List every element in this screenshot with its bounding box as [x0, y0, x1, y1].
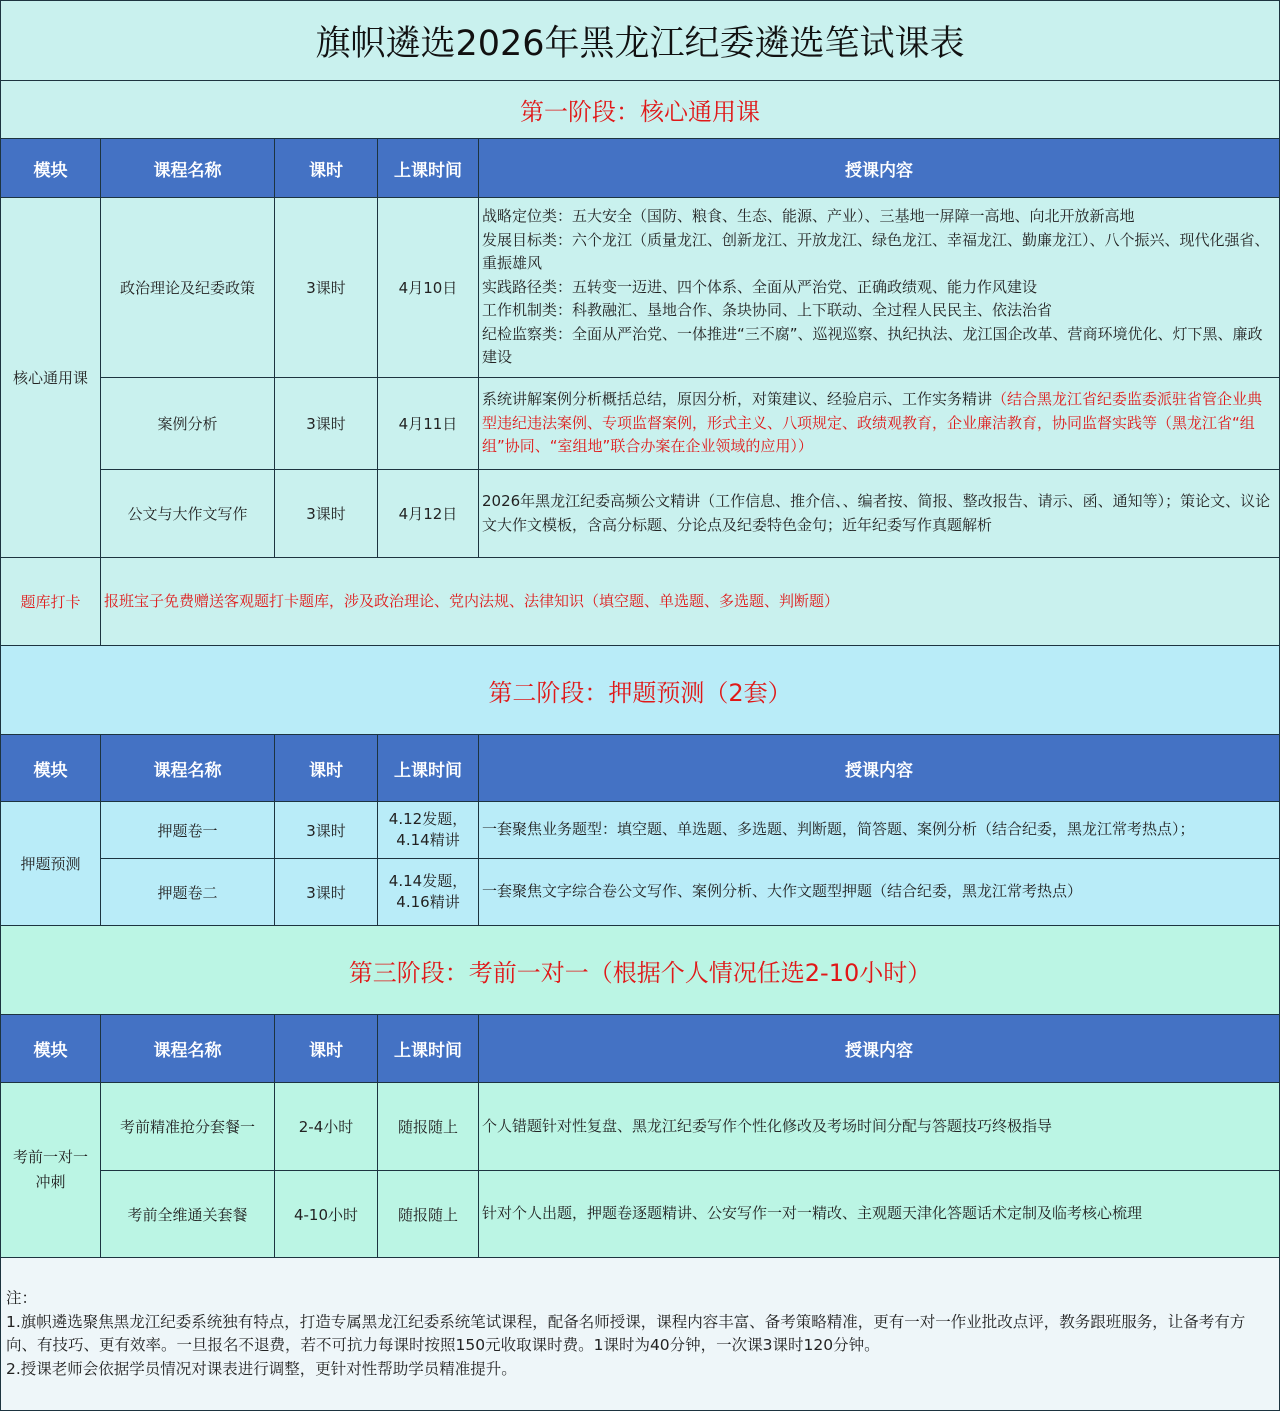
module-line: 考前一对一: [12, 1148, 88, 1166]
header-module: 模块: [0, 735, 101, 802]
course-name: 公文与大作文写作: [101, 470, 275, 558]
course-hours: 4-10小时: [275, 1171, 378, 1258]
header-hours: 课时: [275, 139, 378, 198]
content-highlight: （结合黑龙江省纪委监委派驻省管企业典型违纪违法案例、专项监督案例，形式主义、八项规定、政绩观教育，企业廉洁教育，协同监督实践等（黑龙江省“组组”协同、“室组地”联合办案在企业领域的应用））: [482, 390, 1263, 456]
course-date: [378, 859, 479, 926]
header-date: 上课时间: [378, 1015, 479, 1083]
course-content: [479, 802, 1280, 859]
content-line: 发展目标类：六个龙江（质量龙江、创新龙江、开放龙江、绿色龙江、幸福龙江、勤廉龙江）、八个振兴、现代化强省、重振雄风: [482, 230, 1270, 273]
note-item: 2.授课老师会依据学员情况对课表进行调整，更针对性帮助学员精准提升。: [6, 1359, 517, 1378]
course-name: 考前全维通关套餐: [101, 1171, 275, 1258]
course-hours: 2-4小时: [275, 1083, 378, 1171]
tiku-content: [101, 558, 1280, 646]
course-hours: 3课时: [275, 802, 378, 859]
notes-heading: 注：: [6, 1289, 38, 1307]
content-line: 纪检监察类：全面从严治党、一体推进“三不腐”、巡视巡察、执纪执法、龙江国企改革、营商环境优化、灯下黑、廉政建设: [482, 324, 1263, 367]
page-title: [0, 0, 1280, 81]
course-date: 随报随上: [378, 1083, 479, 1171]
header-course: 课程名称: [101, 1015, 275, 1083]
header-hours: 课时: [275, 1015, 378, 1083]
content-plain: 系统讲解案例分析概括总结，原因分析，对策建议、经验启示、工作实务精讲: [482, 390, 993, 409]
stage1-heading-text: 第一阶段：核心通用课: [520, 98, 760, 126]
course-content: [479, 1083, 1280, 1171]
course-content: [479, 470, 1280, 558]
content-text: 针对个人出题，押题卷逐题精讲、公安写作一对一精改、主观题天津化答题话术定制及临考核心梳理: [482, 1204, 1143, 1223]
course-name: 押题卷二: [101, 859, 275, 926]
notes-section: [0, 1257, 1280, 1411]
note-item: 1.旗帜遴选聚焦黑龙江纪委系统独有特点，打造专属黑龙江纪委系统笔试课程，配备名师授课，课程内容丰富、备考策略精准，更有一对一作业批改点评，教务跟班服务，让备考有方向、有技巧、更有效率。一旦报名不退费，若不可抗力每课时按照150元收取课时费。1课时为40分钟，一次课3课时120分钟。: [6, 1312, 1246, 1354]
stage2-heading-text: 第二阶段：押题预测（2套）: [488, 678, 792, 707]
tiku-content-text: 报班宝子免费赠送客观题打卡题库，涉及政治理论、党内法规、法律知识（填空题、单选题、多选题、判断题）: [104, 591, 840, 610]
stage1-module: 核心通用课: [0, 198, 101, 558]
course-hours: 3课时: [275, 378, 378, 470]
stage1-heading: [0, 81, 1280, 139]
content-paragraph: [482, 388, 1271, 459]
course-hours: 3课时: [275, 198, 378, 378]
course-date: 4月11日: [378, 378, 479, 470]
header-content: 授课内容: [479, 735, 1280, 802]
stage3-heading: [0, 926, 1280, 1015]
course-date: 4月12日: [378, 470, 479, 558]
header-content: 授课内容: [479, 1015, 1280, 1083]
date-line: 4.16精讲: [396, 893, 460, 911]
header-module: 模块: [0, 139, 101, 198]
date-line: 4.14发题，: [388, 872, 468, 890]
content-line: 战略定位类：五大安全（国防、粮食、生态、能源、产业）、三基地一屏障一高地、向北开放新高地: [482, 207, 1135, 226]
module-line: 冲刺: [35, 1173, 66, 1191]
course-hours: 3课时: [275, 859, 378, 926]
course-hours: 3课时: [275, 470, 378, 558]
header-course: 课程名称: [101, 735, 275, 802]
content-line: 实践路径类：五转变一迈进、四个体系、全面从严治党、正确政绩观、能力作风建设: [482, 277, 1038, 296]
content-line: 工作机制类：科教融汇、垦地合作、条块协同、上下联动、全过程人民民主、依法治省: [482, 301, 1053, 320]
course-content: [479, 378, 1280, 470]
header-date: 上课时间: [378, 735, 479, 802]
course-content: [479, 198, 1280, 378]
content-text: 一套聚焦文字综合卷公文写作、案例分析、大作文题型押题（结合纪委，黑龙江常考热点）: [482, 882, 1083, 901]
course-name: 政治理论及纪委政策: [101, 198, 275, 378]
date-line: 4.12发题，: [388, 810, 468, 828]
course-name: 案例分析: [101, 378, 275, 470]
content-text: 个人错题针对性复盘、黑龙江纪委写作个性化修改及考场时间分配与答题技巧终极指导: [482, 1116, 1053, 1135]
course-content: [479, 1171, 1280, 1258]
course-content: [479, 859, 1280, 926]
course-date: [378, 802, 479, 859]
content-paragraph: 2026年黑龙江纪委高频公文精讲（工作信息、推介信、、编者按、简报、整改报告、请示、函、通知等）；策论文、议论文大作文模板，含高分标题、分论点及纪委特色金句；近年纪委写作真题解析: [482, 492, 1271, 534]
header-hours: 课时: [275, 735, 378, 802]
content-text: 一套聚焦业务题型：填空题、单选题、多选题、判断题，简答题、案例分析（结合纪委，黑龙江常考热点）；: [482, 820, 1195, 839]
stage2-module: 押题预测: [0, 802, 101, 926]
date-line: 4.14精讲: [396, 831, 460, 849]
header-date: 上课时间: [378, 139, 479, 198]
course-name: 考前精准抢分套餐一: [101, 1083, 275, 1171]
stage2-heading: [0, 646, 1280, 735]
content-lines: [482, 205, 1271, 370]
header-course: 课程名称: [101, 139, 275, 198]
course-name: 押题卷一: [101, 802, 275, 859]
tiku-label: 题库打卡: [0, 558, 101, 646]
course-date: 随报随上: [378, 1171, 479, 1258]
stage3-module: [0, 1083, 101, 1258]
page-title-text: 旗帜遴选2026年黑龙江纪委遴选笔试课表: [315, 23, 965, 64]
stage3-heading-text: 第三阶段：考前一对一（根据个人情况任选2-10小时）: [348, 958, 932, 987]
header-module: 模块: [0, 1015, 101, 1083]
header-content: 授课内容: [479, 139, 1280, 198]
course-date: 4月10日: [378, 198, 479, 378]
